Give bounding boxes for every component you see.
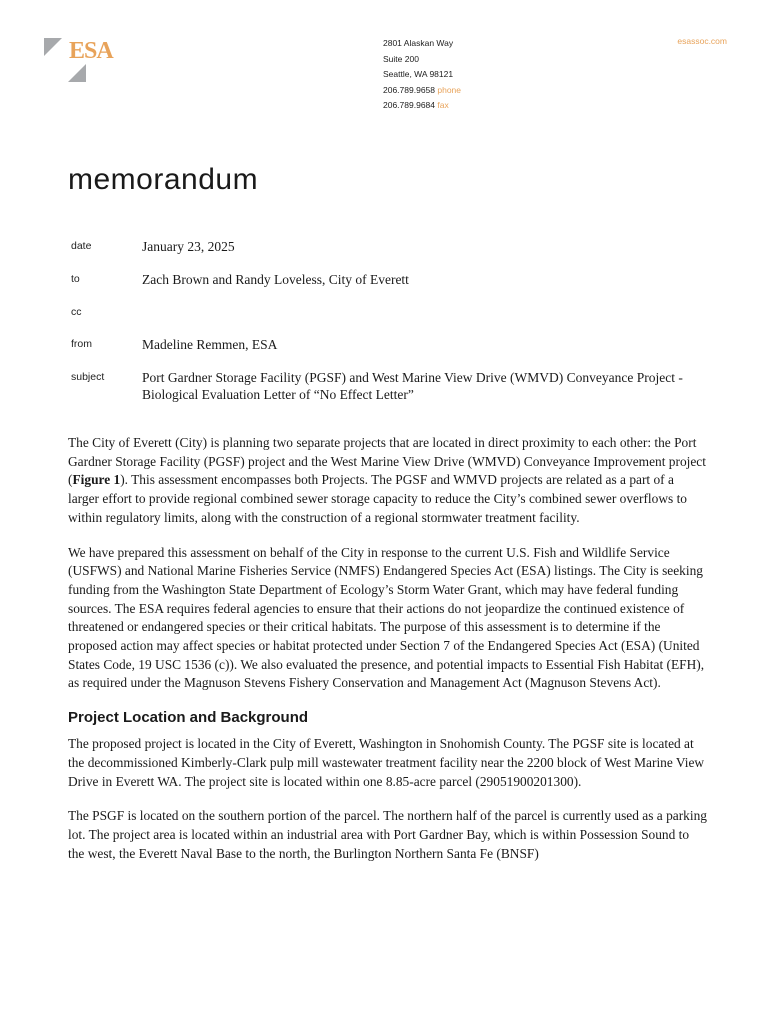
phone-number: 206.789.9658: [383, 84, 435, 95]
esa-logo: [44, 36, 120, 84]
from-label: from: [71, 338, 92, 350]
phone-label: phone: [437, 84, 462, 95]
meta-row-date: [71, 238, 711, 271]
subject-value: Port Gardner Storage Facility (PGSF) and West Marine View Drive (WMVD) Conveyance Project - Biological Evaluation Letter of “No Effect Letter”: [142, 370, 683, 402]
office-address: [383, 36, 461, 114]
paragraph-purpose: We have prepared this assessment on behalf of the City in response to the current U.S. Fish and Wildlife Service (USFWS) and National Marine Fisheries Service (NMFS) Endangered Species Act (ESA) listings. The City is seeking funding from the Washington State Department of Ecology’s Storm Water Grant, which may have federal funding sources. The ESA requires federal agencies to ensure that their actions do not jeopardize the continued existence of threatened or endangered species or their critical habitats. The purpose of this assessment is to determine if the proposed action may affect species or habitat protected under Section 7 of the Endangered Species Act (ESA) (United States Code, 19 USC 1536 (c)). We also evaluated the presence, and potential impacts to Essential Fish Habitat (EFH), as required under the Magnuson Stevens Fishery Conservation and Management Act (Magnuson Stevens Act).: [68, 544, 705, 691]
address-phone: [383, 83, 461, 99]
address-city: Seattle, WA 98121: [383, 69, 454, 79]
meta-row-cc: [71, 304, 711, 336]
paragraph-intro: [68, 434, 708, 528]
fax-label: fax: [437, 100, 449, 110]
memo-header-fields: [71, 238, 711, 403]
meta-row-subject: [71, 369, 711, 403]
figure-reference: Figure 1: [72, 472, 121, 488]
fax-number: 206.789.9684: [383, 100, 435, 110]
paragraph-location: The proposed project is located in the City of Everett, Washington in Snohomish County. The PGSF site is located at the decommissioned Kimberly-Clark pulp mill wastewater treatment facility near the 2200 block of West Marine View Drive in Everett WA. The project site is located within one 8.85-acre parcel (29051900201300).: [68, 736, 705, 789]
address-suite: Suite 200: [383, 53, 419, 64]
from-value: Madeline Remmen, ESA: [142, 337, 278, 352]
memo-body: [68, 434, 708, 879]
to-label: to: [71, 273, 80, 285]
page-title: memorandum: [68, 163, 259, 196]
website-link[interactable]: esassoc.com: [677, 36, 727, 46]
address-fax: [383, 98, 461, 114]
date-value: January 23, 2025: [142, 239, 235, 254]
to-value: Zach Brown and Randy Loveless, City of Everett: [142, 272, 409, 287]
date-label: date: [71, 240, 92, 252]
paragraph-site: The PSGF is located on the southern portion of the parcel. The northern half of the parcel is currently used as a parking lot. The project area is located within an industrial area with Port Gardner Bay, which is within Possession Sound to the west, the Everett Naval Base to the north, the Burlington Northern Santa Fe (BNSF): [68, 808, 707, 861]
address-street: 2801 Alaskan Way: [383, 38, 454, 48]
paragraph-intro-end: ). This assessment encompasses both Projects. The PGSF and WMVD projects are related as a part of a larger effort to provide regional combined sewer storage capacity to reduce the City’s combined sewer overflows to within regulatory limits, along with the construction of a regional stormwater treatment facility.: [68, 472, 687, 525]
subject-label: subject: [71, 371, 105, 383]
cc-label: cc: [71, 306, 82, 318]
paragraph-intro-start: The City of Everett (City) is planning two separate projects that are located in direct proximity to each other: the Port Gardner Storage Facility (PGSF) project and the West Marine View Drive (WMVD) Conveyance Improvement project (: [68, 435, 706, 488]
meta-row-from: [71, 336, 711, 369]
section-heading: Project Location and Background: [68, 709, 309, 727]
meta-row-to: [71, 271, 711, 304]
logo-text: ESA: [69, 38, 113, 64]
